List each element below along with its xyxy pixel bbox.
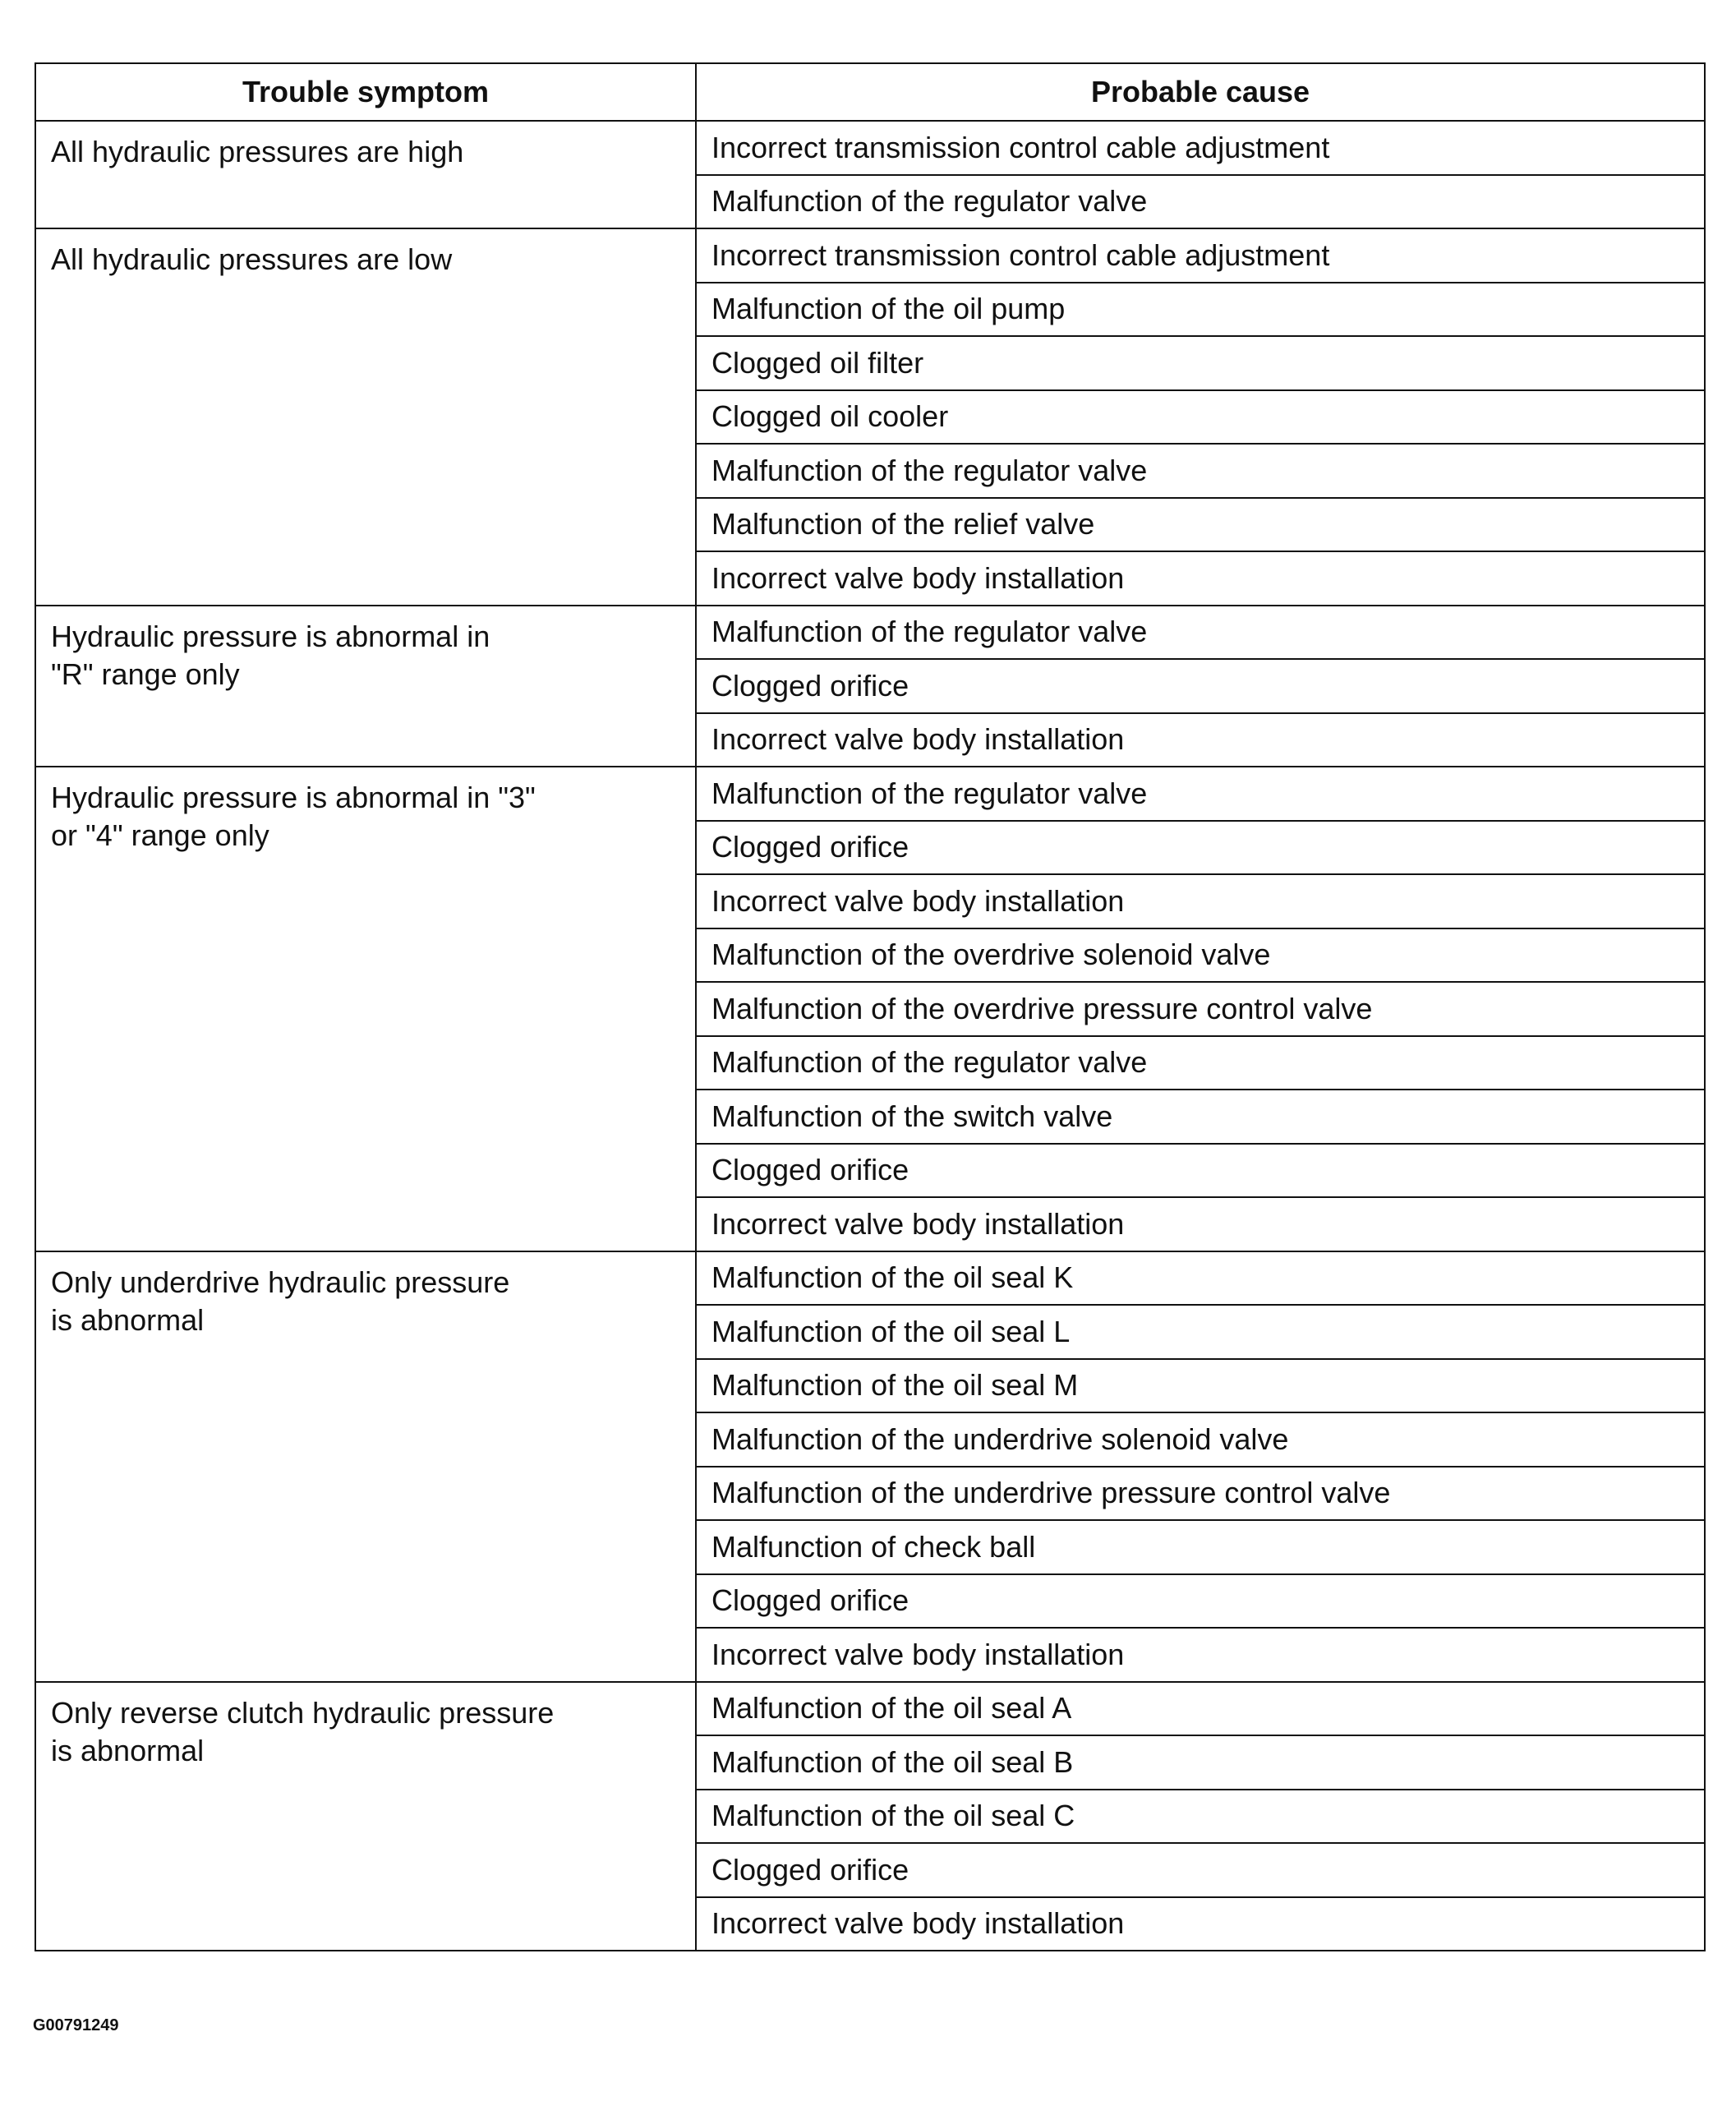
- probable-cause-cell: Clogged orifice: [696, 1144, 1705, 1198]
- probable-cause-cell: Incorrect valve body installation: [696, 1628, 1705, 1682]
- trouble-symptom-cell: All hydraulic pressures are high: [35, 121, 696, 228]
- probable-cause-cell: Incorrect valve body installation: [696, 1197, 1705, 1251]
- probable-cause-cell: Malfunction of the oil seal B: [696, 1735, 1705, 1790]
- probable-cause-cell: Malfunction of the overdrive solenoid valve: [696, 928, 1705, 983]
- trouble-symptom-cell: Hydraulic pressure is abnormal in "3" or "4" range only: [35, 767, 696, 1251]
- table-row: [35, 606, 1705, 660]
- table-row: [35, 228, 1705, 283]
- table-row: [35, 1682, 1705, 1736]
- trouble-symptom-cell: Hydraulic pressure is abnormal in "R" range only: [35, 606, 696, 767]
- probable-cause-cell: Incorrect valve body installation: [696, 551, 1705, 606]
- probable-cause-cell: Incorrect transmission control cable adjustment: [696, 228, 1705, 283]
- probable-cause-cell: Incorrect valve body installation: [696, 874, 1705, 928]
- table-header-row: [35, 63, 1705, 121]
- probable-cause-cell: Clogged oil cooler: [696, 390, 1705, 445]
- probable-cause-cell: Malfunction of the oil seal K: [696, 1251, 1705, 1306]
- probable-cause-cell: Incorrect valve body installation: [696, 713, 1705, 767]
- probable-cause-cell: Malfunction of the oil seal A: [696, 1682, 1705, 1736]
- probable-cause-cell: Malfunction of the underdrive solenoid valve: [696, 1412, 1705, 1467]
- probable-cause-cell: Clogged orifice: [696, 1843, 1705, 1897]
- probable-cause-cell: Malfunction of the oil pump: [696, 283, 1705, 337]
- probable-cause-cell: Malfunction of the regulator valve: [696, 1036, 1705, 1090]
- figure-id: G00791249: [33, 2016, 119, 2034]
- probable-cause-cell: Clogged orifice: [696, 821, 1705, 875]
- probable-cause-cell: Incorrect transmission control cable adjustment: [696, 121, 1705, 175]
- probable-cause-cell: Malfunction of the oil seal M: [696, 1359, 1705, 1413]
- trouble-symptom-cell: Only reverse clutch hydraulic pressure is abnormal: [35, 1682, 696, 1951]
- probable-cause-cell: Incorrect valve body installation: [696, 1897, 1705, 1951]
- table-body: [35, 121, 1705, 1951]
- probable-cause-cell: Malfunction of the regulator valve: [696, 175, 1705, 229]
- probable-cause-cell: Clogged orifice: [696, 1574, 1705, 1629]
- probable-cause-cell: Malfunction of the regulator valve: [696, 606, 1705, 660]
- probable-cause-cell: Malfunction of the underdrive pressure control valve: [696, 1467, 1705, 1521]
- table-row: [35, 121, 1705, 175]
- table-row: [35, 767, 1705, 821]
- probable-cause-cell: Malfunction of the relief valve: [696, 498, 1705, 552]
- probable-cause-cell: Malfunction of the switch valve: [696, 1090, 1705, 1144]
- trouble-symptom-cell: Only underdrive hydraulic pressure is abnormal: [35, 1251, 696, 1682]
- probable-cause-cell: Malfunction of the regulator valve: [696, 767, 1705, 821]
- header-probable-cause: Probable cause: [696, 63, 1705, 121]
- probable-cause-cell: Malfunction of check ball: [696, 1520, 1705, 1574]
- probable-cause-cell: Malfunction of the oil seal L: [696, 1305, 1705, 1359]
- probable-cause-cell: Malfunction of the oil seal C: [696, 1790, 1705, 1844]
- probable-cause-cell: Malfunction of the overdrive pressure control valve: [696, 982, 1705, 1036]
- probable-cause-cell: Malfunction of the regulator valve: [696, 444, 1705, 498]
- trouble-symptom-cell: All hydraulic pressures are low: [35, 228, 696, 606]
- header-trouble-symptom: Trouble symptom: [35, 63, 696, 121]
- trouble-symptom-table: [35, 62, 1706, 1951]
- probable-cause-cell: Clogged oil filter: [696, 336, 1705, 390]
- table-row: [35, 1251, 1705, 1306]
- probable-cause-cell: Clogged orifice: [696, 659, 1705, 713]
